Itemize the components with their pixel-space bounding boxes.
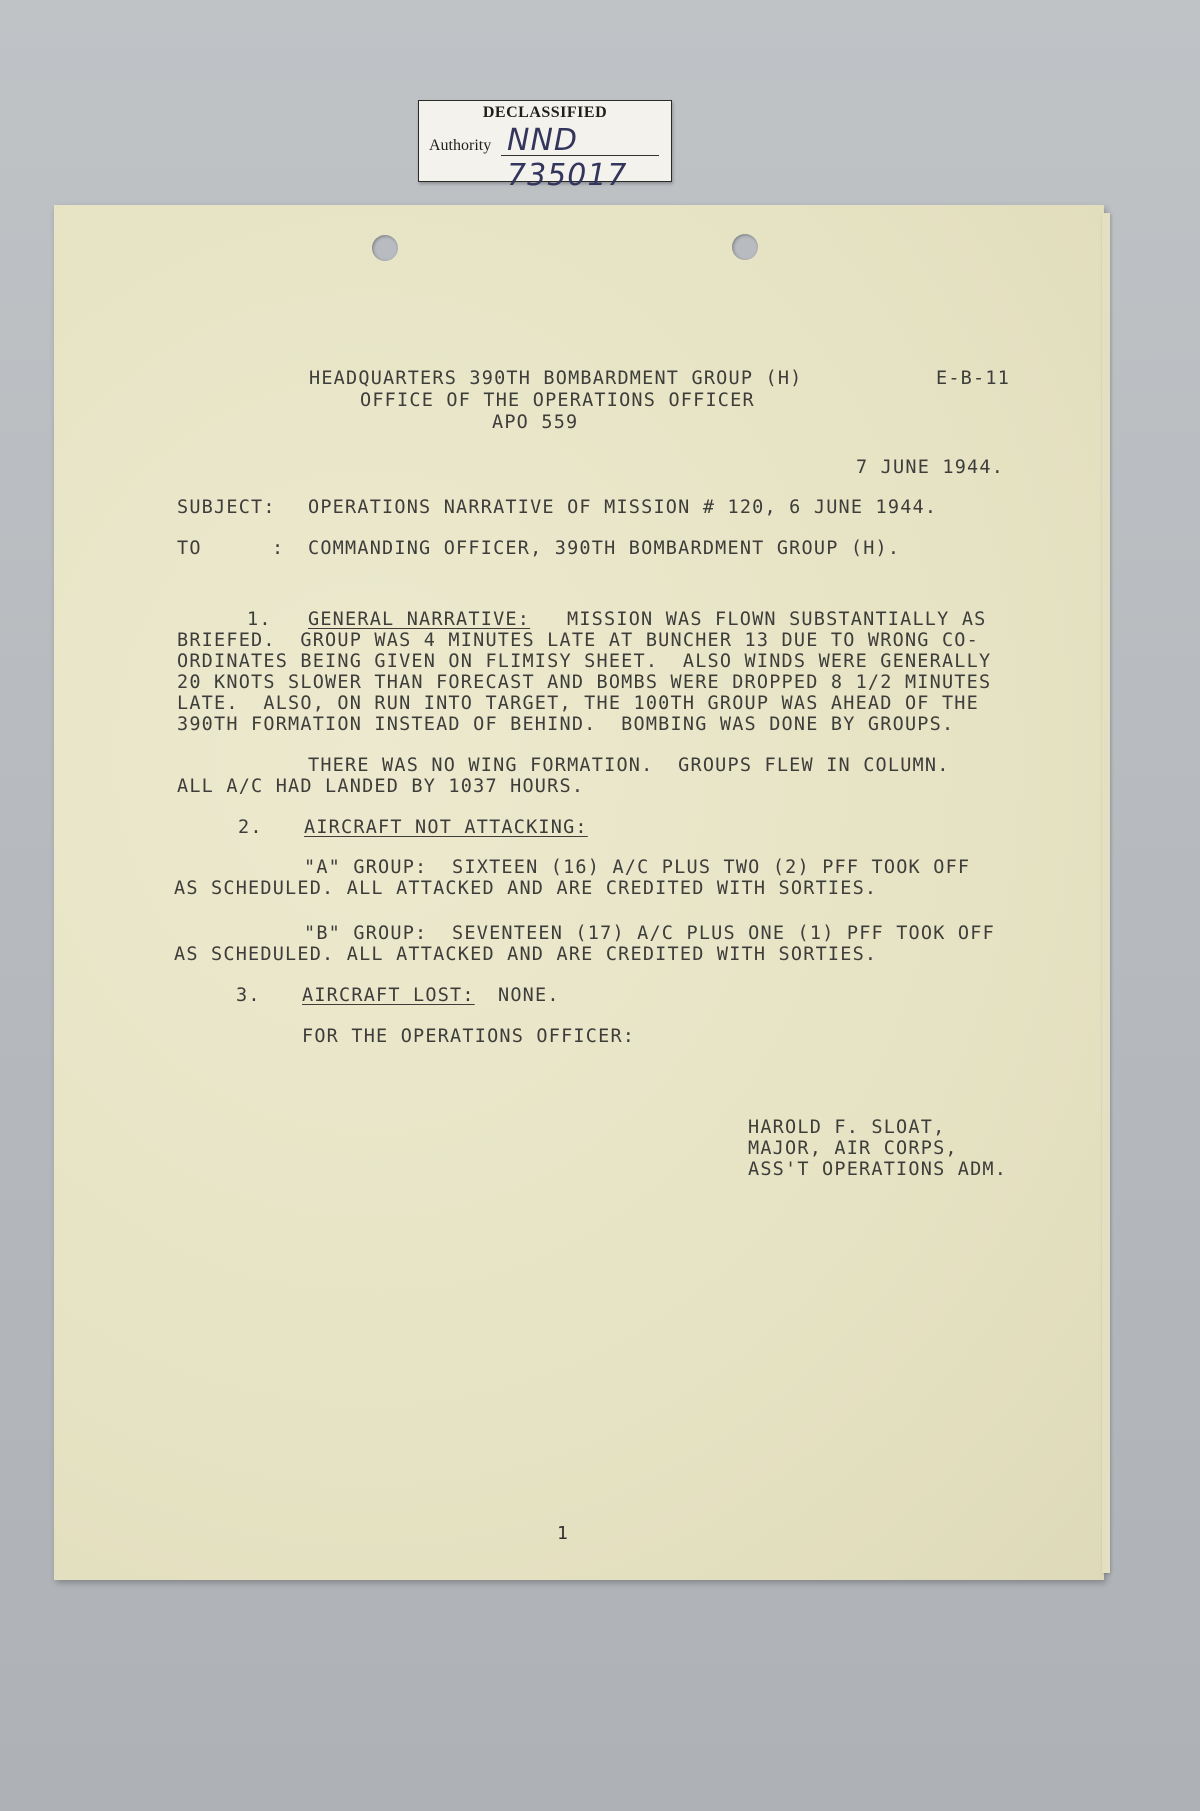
- document-date: 7 JUNE 1944.: [856, 457, 1005, 478]
- to-value: COMMANDING OFFICER, 390TH BOMBARDMENT GROUP (H).: [308, 538, 901, 559]
- section-2-number: 2.: [238, 817, 263, 838]
- group-b-line-1: "B" GROUP: SEVENTEEN (17) A/C PLUS ONE (1) PFF TOOK OFF: [304, 923, 995, 944]
- signature-title: ASS'T OPERATIONS ADM.: [748, 1159, 1008, 1180]
- section-1-line-4: 20 KNOTS SLOWER THAN FORECAST AND BOMBS WERE DROPPED 8 1/2 MINUTES: [177, 672, 992, 693]
- stamp-authority-label: Authority: [429, 137, 492, 154]
- subject-value: OPERATIONS NARRATIVE OF MISSION # 120, 6 JUNE 1944.: [308, 497, 938, 518]
- page-number: 1: [557, 1523, 568, 1544]
- header-line-3: APO 559: [492, 412, 579, 433]
- section-1-line-2: BRIEFED. GROUP WAS 4 MINUTES LATE AT BUNCHER 13 DUE TO WRONG CO-: [177, 630, 979, 651]
- section-3-heading: AIRCRAFT LOST:: [302, 985, 475, 1006]
- to-label: TO: [177, 538, 202, 559]
- punch-hole-right: [732, 234, 758, 260]
- section-1-heading: GENERAL NARRATIVE:: [308, 609, 531, 630]
- declassified-stamp: [418, 100, 672, 193]
- section-1-line-6: 390TH FORMATION INSTEAD OF BEHIND. BOMBING WAS DONE BY GROUPS.: [177, 714, 955, 735]
- section-3-number: 3.: [236, 985, 261, 1006]
- section-2-heading: AIRCRAFT NOT ATTACKING:: [304, 817, 588, 838]
- header-line-1: HEADQUARTERS 390TH BOMBARDMENT GROUP (H): [309, 368, 803, 389]
- section-1-line-1: MISSION WAS FLOWN SUBSTANTIALLY AS: [567, 609, 987, 630]
- stamp-title: DECLASSIFIED: [482, 104, 608, 121]
- file-code: E-B-11: [936, 368, 1011, 389]
- stamp-authority-value: NND 735017: [507, 123, 628, 193]
- to-colon: :: [272, 538, 285, 559]
- section-1-para-2-line-1: THERE WAS NO WING FORMATION. GROUPS FLEW IN COLUMN.: [308, 755, 950, 776]
- section-1-line-3: ORDINATES BEING GIVEN ON FLIMISY SHEET. ALSO WINDS WERE GENERALLY: [177, 651, 992, 672]
- paper-edge: [1102, 213, 1110, 1573]
- section-1-number: 1.: [247, 609, 272, 630]
- document-page: [54, 205, 1104, 1580]
- group-a-line-2: AS SCHEDULED. ALL ATTACKED AND ARE CREDITED WITH SORTIES.: [174, 878, 878, 899]
- punch-hole-left: [372, 235, 398, 261]
- group-b-line-2: AS SCHEDULED. ALL ATTACKED AND ARE CREDITED WITH SORTIES.: [174, 944, 878, 965]
- signature-rank: MAJOR, AIR CORPS,: [748, 1138, 958, 1159]
- subject-label: SUBJECT:: [177, 497, 276, 518]
- header-line-2: OFFICE OF THE OPERATIONS OFFICER: [360, 390, 755, 411]
- group-a-line-1: "A" GROUP: SIXTEEN (16) A/C PLUS TWO (2) PFF TOOK OFF: [304, 857, 971, 878]
- closing-line: FOR THE OPERATIONS OFFICER:: [302, 1026, 636, 1047]
- section-1-line-5: LATE. ALSO, ON RUN INTO TARGET, THE 100TH GROUP WAS AHEAD OF THE: [177, 693, 979, 714]
- section-1-para-2-line-2: ALL A/C HAD LANDED BY 1037 HOURS.: [177, 776, 585, 797]
- section-3-value: NONE.: [498, 985, 560, 1006]
- signature-name: HAROLD F. SLOAT,: [748, 1117, 946, 1138]
